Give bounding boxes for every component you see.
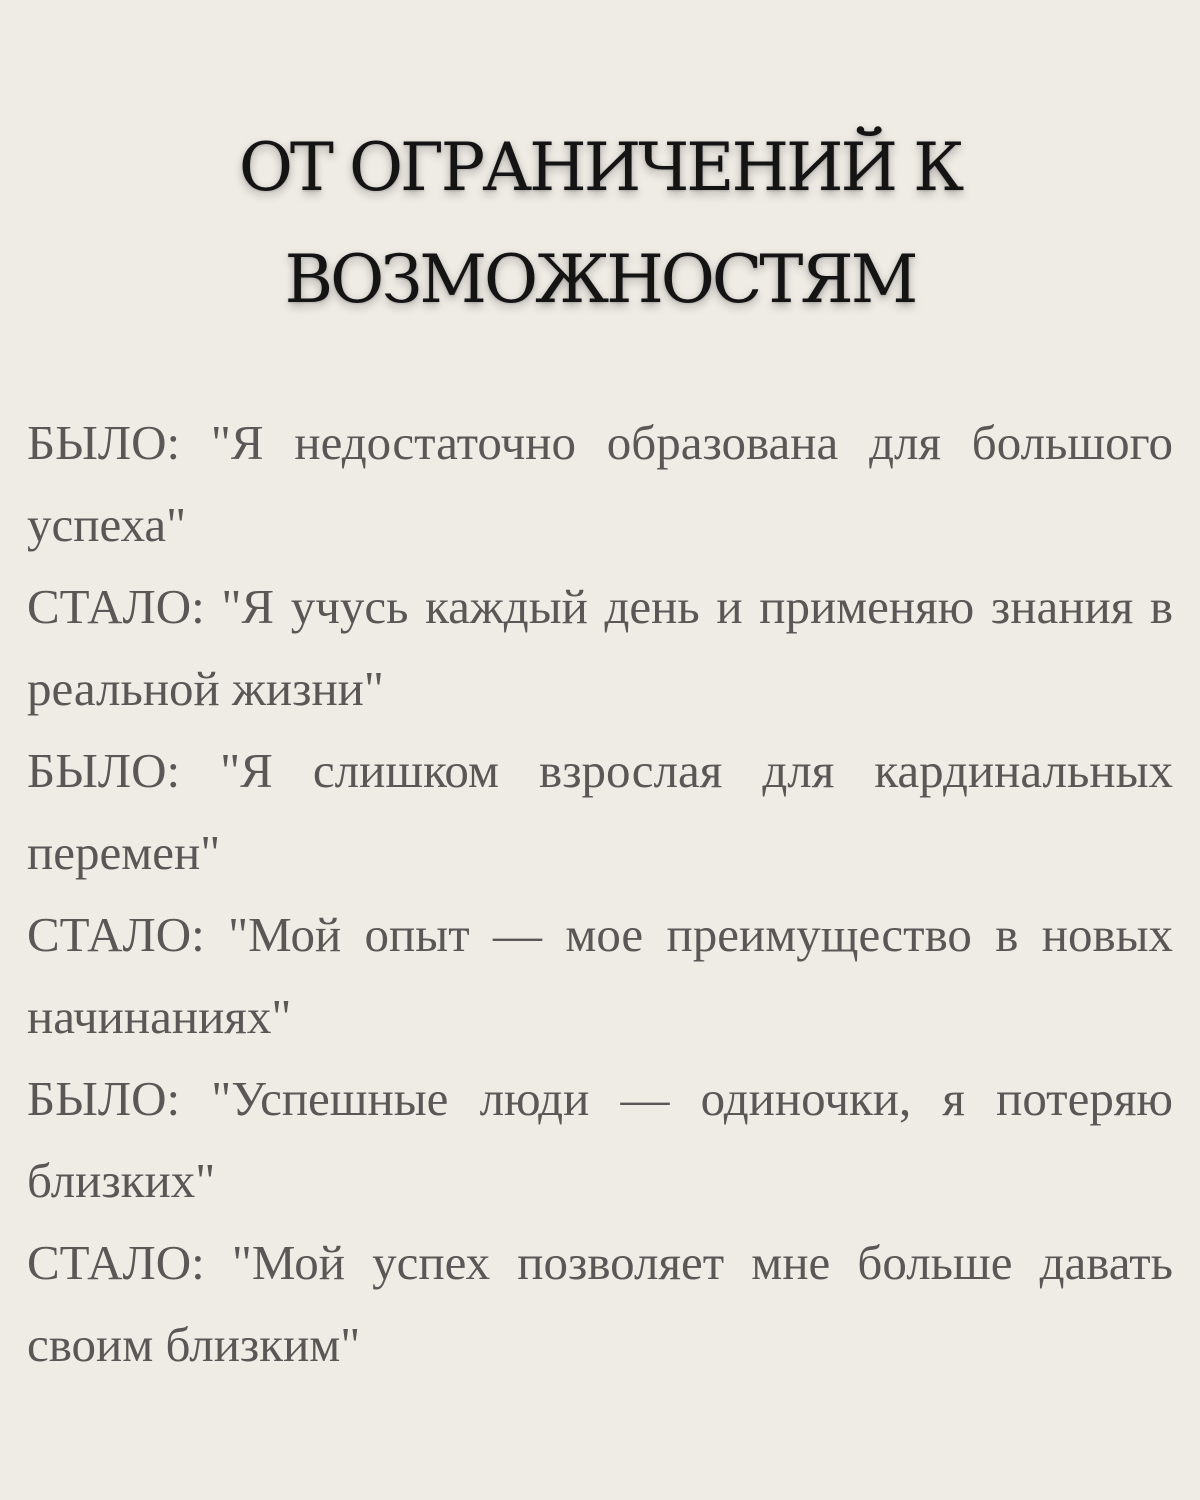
title-line-2: ВОЗМОЖНОСТЯМ — [284, 241, 916, 318]
title-line-1: ОТ ОГРАНИЧЕНИЙ К — [238, 129, 962, 206]
statement-after-3: СТАЛО: "Мой успех позволяет мне больше давать своим близким" — [27, 1235, 1173, 1372]
statements-list — [27, 402, 1173, 1386]
statement-before-2: БЫЛО: "Я слишком взрослая для кардинальных перемен" — [27, 743, 1173, 880]
statement-before-3: БЫЛО: "Успешные люди — одиночки, я потеряю близких" — [27, 1071, 1173, 1208]
page-title — [0, 112, 1200, 336]
statement-before-1: БЫЛО: "Я недостаточно образована для большого успеха" — [27, 415, 1173, 552]
statement-after-2: СТАЛО: "Мой опыт — мое преимущество в новых начинаниях" — [27, 907, 1173, 1044]
statement-after-1: СТАЛО: "Я учусь каждый день и применяю знания в реальной жизни" — [27, 579, 1173, 716]
